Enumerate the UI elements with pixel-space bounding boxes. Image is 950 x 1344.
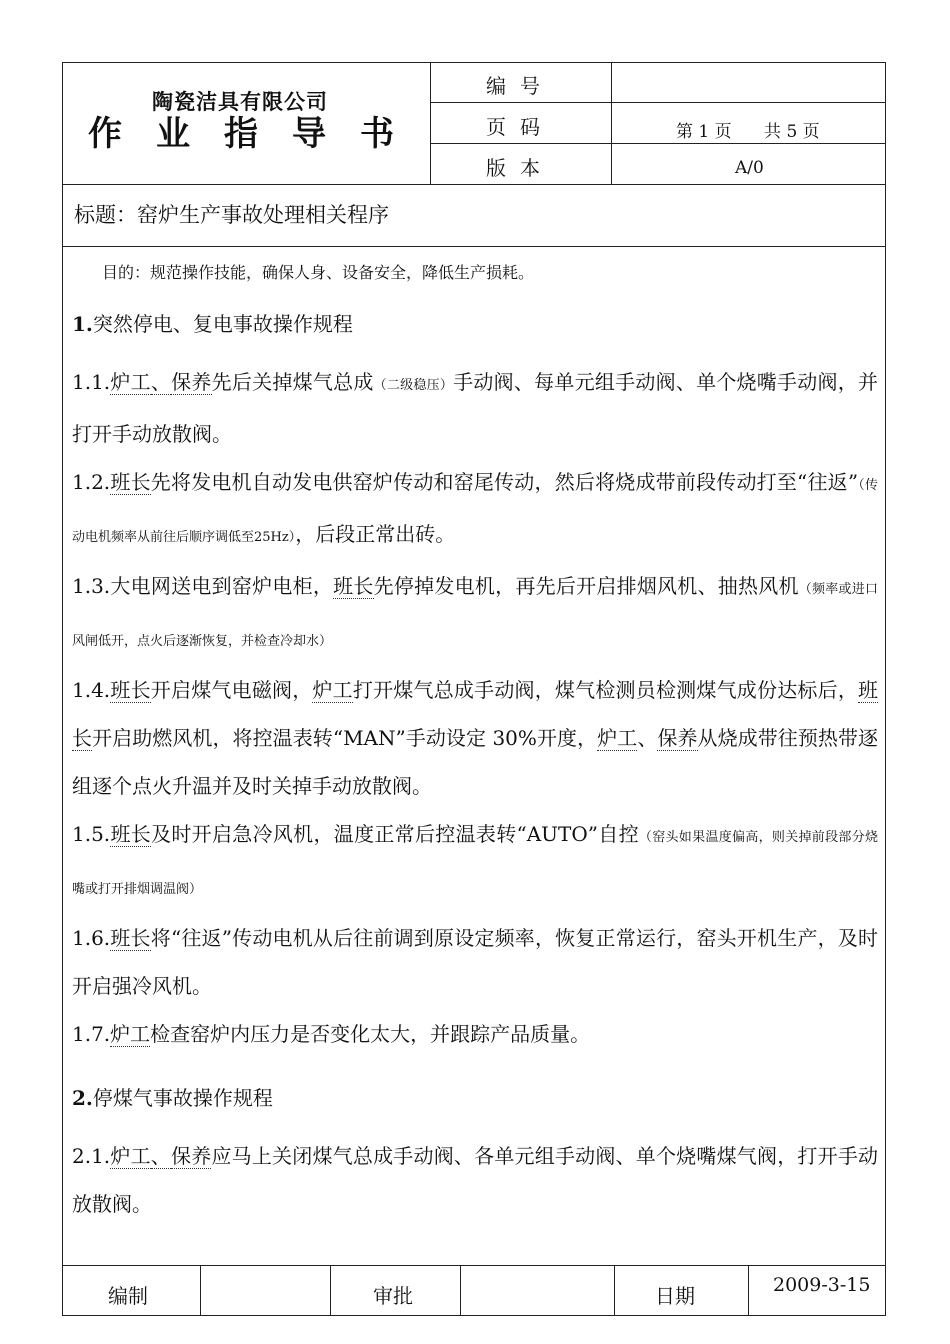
paragraph-number: 1.3. [72,574,111,598]
header-bottom-line [62,184,886,185]
paragraph-1-3 [72,562,878,666]
paragraph-text: 手动阀、每单元组手动阀、单个烧嘴手动阀，并打开手动放散阀。 [72,370,879,446]
paragraph-number: 1.1. [72,370,111,394]
role-furnace-worker: 炉工 [110,1144,151,1168]
paragraph-text: 从烧成带往预热带逐组逐个点火升温并及时关掉手动放散阀。 [72,726,879,798]
field-label-page: 页码 [486,115,554,139]
paragraph-1-6 [72,914,878,1010]
header-divider-right [611,62,612,184]
footer-divider-3 [460,1265,461,1316]
header-divider-left [430,62,431,184]
paragraph-1-2 [72,458,878,562]
paragraph-number: 2.1. [72,1144,111,1168]
role-maintenance: 保养 [171,1144,212,1168]
section-2-title [72,1084,878,1112]
footer-divider-1 [200,1265,201,1316]
date-label: 日期 [655,1284,695,1308]
role-team-leader: 班长 [110,822,152,846]
paragraph-number: 1.6. [72,926,111,950]
role-team-leader: 班长 [72,678,879,750]
role-separator: 、 [150,370,172,394]
role-team-leader: 班长 [110,926,151,950]
paragraph-text: 应马上关闭煤气总成手动阀、各单元组手动阀、单个烧嘴煤气阀，打开手动放散阀。 [72,1144,879,1216]
paragraph-number: 1.4. [72,678,111,702]
field-label-version: 版本 [486,156,554,180]
paragraph-text: 开启助燃风机，将控温表转“MAN”手动设定 30%开度， [92,726,598,750]
heading-bottom-line [62,246,886,247]
paragraph-text: 及时开启急冷风机，温度正常后控温表转“AUTO”自控 [151,822,639,846]
document-title: 作业指导书 [88,114,428,154]
field-value-version: A/0 [735,158,764,178]
section-1-title-text: 突然停电、复电事故操作规程 [92,312,353,336]
paragraph-1-7 [72,1010,878,1058]
paragraph-text: 先将发电机自动发电供窑炉传动和窑尾传动，然后将烧成带前段传动打至“往返” [150,470,859,494]
approved-by-label: 审批 [373,1284,413,1308]
field-value-page: 第 1 页 共 5 页 [676,122,820,142]
paragraph-number: 1.2. [72,470,111,494]
inline-note: （二级稳压） [373,378,454,393]
footer-top-line [62,1265,886,1266]
section-1-number: 1. [72,312,93,336]
section-2-number: 2. [72,1086,93,1110]
role-team-leader: 班长 [333,574,374,598]
footer-divider-4 [614,1265,615,1316]
paragraph-text: 先后关掉煤气总成 [211,370,374,394]
paragraph-text: 检查窑炉内压力是否变化太大，并跟踪产品质量。 [150,1022,591,1046]
role-team-leader: 班长 [110,678,151,702]
role-separator: 、 [150,1144,172,1168]
paragraph-text: 将“往返”传动电机从后往前调到原设定频率，恢复正常运行，窑头开机生产，及时开启强冷风机。 [72,926,879,998]
section-1-title [72,310,878,338]
section-2-title-text: 停煤气事故操作规程 [92,1086,273,1110]
inline-note: （窑头如果温度偏高，则关掉前段部分烧嘴或打开排烟调温阀） [72,830,879,897]
paragraph-number: 1.7. [72,1022,111,1046]
role-maintenance: 保养 [657,726,698,750]
paragraph-2-1 [72,1132,878,1228]
paragraph-text: 大电网送电到窑炉电柜， [110,574,334,598]
paragraph-1-5 [72,810,878,914]
paragraph-text: ，后段正常出砖。 [295,522,456,546]
paragraph-1-4 [72,666,878,810]
purpose-statement: 目的：规范操作技能，确保人身、设备安全，降低生产损耗。 [102,263,535,282]
paragraph-text: 开启煤气电磁阀， [150,678,313,702]
role-furnace-worker: 炉工 [110,1022,151,1046]
company-name: 陶瓷洁具有限公司 [152,90,328,114]
header-row-line-2 [430,143,886,144]
paragraph-text: 打开煤气总成手动阀，煤气检测员检测煤气成份达标后， [352,678,859,702]
prepared-by-label: 编制 [108,1284,148,1308]
footer-divider-5 [748,1265,749,1316]
paragraph-number: 1.5. [72,822,111,846]
header-row-line-1 [430,102,886,103]
date-value: 2009-3-15 [773,1274,871,1296]
document-body [72,256,878,1228]
document-heading: 标题：窑炉生产事故处理相关程序 [74,203,389,227]
role-maintenance: 保养 [171,370,212,394]
inline-note: （频率或进口风闸低开，点火后逐渐恢复，并检查冷却水） [72,582,879,649]
role-separator: 、 [637,726,658,750]
inline-note: （传动电机频率从前往后顺序调低至25Hz） [72,478,878,545]
paragraph-text: 先停掉发电机，再先后开启排烟风机、抽热风机 [373,574,799,598]
role-furnace-worker: 炉工 [597,726,638,750]
field-label-number: 编号 [486,74,554,98]
paragraph-1-1 [72,358,878,458]
role-furnace-worker: 炉工 [110,370,151,394]
section-gap [72,1058,878,1084]
role-team-leader: 班长 [110,470,151,494]
footer-divider-2 [330,1265,331,1316]
role-furnace-worker: 炉工 [312,678,353,702]
